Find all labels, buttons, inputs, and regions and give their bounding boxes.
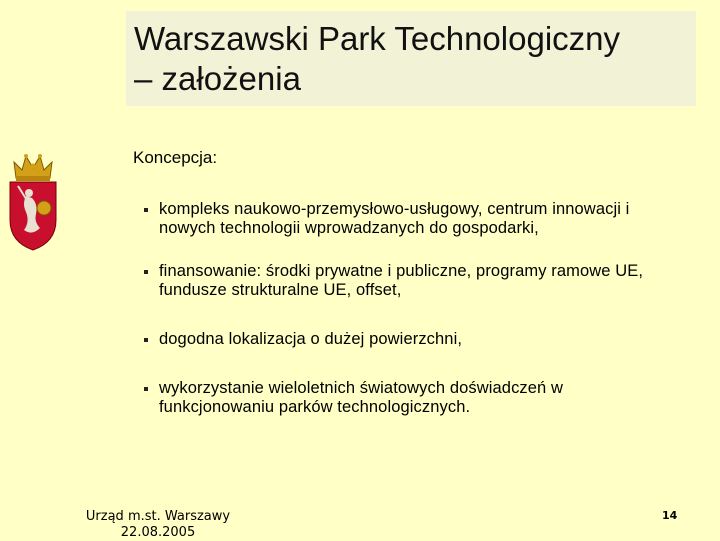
footer (78, 509, 238, 541)
bullet-text: kompleks naukowo-przemysłowo-usługowy, centrum innowacji i nowych technologii wprowadzanych do gospodarki, (159, 200, 630, 237)
page-number: 14 (662, 509, 678, 522)
bullet-marker (144, 338, 148, 342)
intro-label: Koncepcja: (133, 148, 218, 167)
bullet-text: dogodna lokalizacja o dużej powierzchni, (159, 330, 463, 348)
footer-organization: Urząd m.st. Warszawy (85, 509, 231, 524)
list-item (140, 379, 660, 417)
bullet-text: wykorzystanie wieloletnich światowych doświadczeń w funkcjonowaniu parków technologicznych. (159, 379, 564, 416)
list-item (140, 262, 660, 300)
bullet-text: finansowanie: środki prywatne i publiczne, programy ramowe UE, fundusze strukturalne UE, offset, (159, 262, 643, 299)
slide-title: Warszawski Park Technologiczny – założenia (134, 20, 621, 97)
footer-date: 22.08.2005 (120, 525, 196, 540)
bullet-marker (144, 270, 148, 274)
bullet-marker (144, 208, 148, 212)
bullet-list (140, 200, 660, 417)
bullet-marker (144, 387, 148, 391)
warsaw-coat-of-arms-icon (4, 152, 62, 252)
list-item (140, 200, 660, 238)
title-box (126, 11, 696, 106)
list-item (140, 330, 660, 349)
